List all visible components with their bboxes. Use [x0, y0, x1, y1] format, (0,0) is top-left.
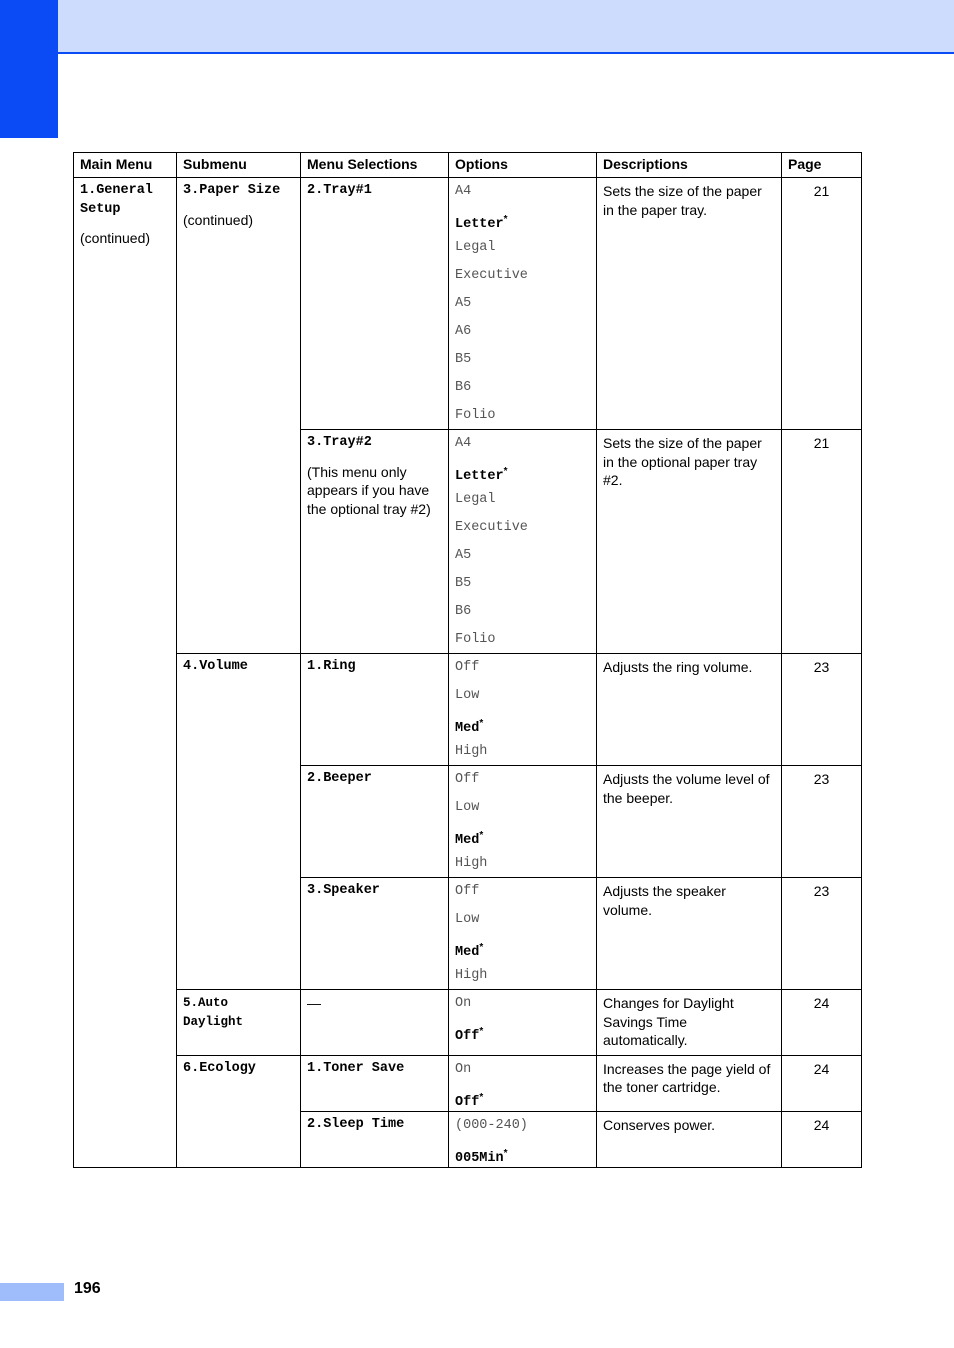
- option-label: Folio: [455, 632, 496, 647]
- option: [455, 686, 590, 714]
- submenu-cell: [177, 654, 301, 990]
- description-cell: Adjusts the volume level of the beeper.: [597, 766, 782, 878]
- options-cell: [449, 430, 597, 654]
- option: [455, 798, 590, 826]
- option-label: A4: [455, 184, 472, 199]
- option: [455, 406, 590, 424]
- options-cell: [449, 178, 597, 430]
- page-ref-cell: 23: [782, 766, 862, 878]
- option-default: [455, 714, 590, 742]
- selection-cell: [301, 430, 449, 654]
- option: [455, 182, 590, 210]
- option: [455, 882, 590, 910]
- page-ref-cell: 24: [782, 1055, 862, 1111]
- selection-cell: [301, 654, 449, 766]
- chapter-tab: [0, 0, 58, 138]
- header-row: [74, 153, 862, 178]
- submenu-cell: [177, 1055, 301, 1167]
- option-default: [455, 938, 590, 966]
- option-label: B5: [455, 352, 472, 367]
- header-menu-selections: Menu Selections: [301, 153, 449, 178]
- option: [455, 854, 590, 872]
- option-label: Off: [455, 660, 480, 675]
- option-label: High: [455, 744, 488, 759]
- description-cell: Adjusts the ring volume.: [597, 654, 782, 766]
- option-label: Folio: [455, 408, 496, 423]
- options-cell: [449, 1111, 597, 1167]
- main-menu-code: 1.General Setup: [80, 183, 153, 217]
- main-menu-cell: [74, 178, 177, 1168]
- selection-cell: [301, 178, 449, 430]
- description-cell: Increases the page yield of the toner cartridge.: [597, 1055, 782, 1111]
- footer-band: [0, 1283, 64, 1301]
- default-marker: *: [503, 1147, 508, 1159]
- option-default: [455, 826, 590, 854]
- option-label: Executive: [455, 520, 528, 535]
- option-label: Low: [455, 912, 480, 927]
- option-default: [455, 1022, 590, 1044]
- description-cell: Changes for Daylight Savings Time automatically.: [597, 990, 782, 1056]
- submenu-code: 3.Paper Size: [183, 183, 281, 198]
- option-label: (000-240): [455, 1117, 528, 1133]
- submenu-cell: [177, 178, 301, 654]
- option-label: Med: [455, 945, 480, 960]
- selection-cell: [301, 766, 449, 878]
- page-ref-cell: 24: [782, 990, 862, 1056]
- option: [455, 378, 590, 406]
- selection-note: (This menu only appears if you have the optional tray #2): [307, 463, 431, 517]
- selection-code: 2.Beeper: [307, 771, 372, 786]
- selection-code: —: [307, 995, 321, 1011]
- option: [455, 322, 590, 350]
- menu-body: [74, 178, 862, 1168]
- header-descriptions: Descriptions: [597, 153, 782, 178]
- default-marker: *: [479, 718, 484, 729]
- option-label: High: [455, 856, 488, 871]
- header-submenu: Submenu: [177, 153, 301, 178]
- selection-code: 3.Tray#2: [307, 435, 372, 450]
- option: [455, 910, 590, 938]
- page-ref-cell: 21: [782, 430, 862, 654]
- page-ref-cell: 21: [782, 178, 862, 430]
- header-options: Options: [449, 153, 597, 178]
- table-row: [74, 990, 862, 1056]
- option: [455, 1060, 590, 1088]
- option-label: Med: [455, 833, 480, 848]
- option-label: Off: [455, 1029, 480, 1044]
- option: [455, 630, 590, 648]
- option: [455, 574, 590, 602]
- default-marker: *: [503, 466, 508, 477]
- description-cell: Conserves power.: [597, 1111, 782, 1167]
- option: [455, 602, 590, 630]
- option-label: B5: [455, 576, 472, 591]
- page-ref-cell: 23: [782, 654, 862, 766]
- option-label: 005Min: [455, 1150, 504, 1166]
- option-label: Legal: [455, 240, 496, 255]
- option: [455, 434, 590, 462]
- table-row: [74, 1055, 862, 1111]
- description-cell: Sets the size of the paper in the optional paper tray #2.: [597, 430, 782, 654]
- option-default: [455, 1088, 590, 1110]
- submenu-code: 5.Auto Daylight: [183, 996, 244, 1029]
- selection-cell: [301, 878, 449, 990]
- header-page: Page: [782, 153, 862, 178]
- option-label: High: [455, 968, 488, 983]
- selection-cell: [301, 1055, 449, 1111]
- option: [455, 294, 590, 322]
- option-label: B6: [455, 604, 472, 619]
- page-ref-cell: 23: [782, 878, 862, 990]
- option-label: Off: [455, 772, 480, 787]
- selection-cell: [301, 990, 449, 1056]
- option-label: On: [455, 996, 472, 1011]
- option-default: [455, 1144, 590, 1166]
- option-label: Low: [455, 800, 480, 815]
- description-cell: Adjusts the speaker volume.: [597, 878, 782, 990]
- default-marker: *: [479, 1091, 484, 1103]
- submenu-note: (continued): [183, 211, 254, 228]
- options-cell: [449, 990, 597, 1056]
- option: [455, 490, 590, 518]
- option-label: A4: [455, 436, 472, 451]
- options-cell: [449, 1055, 597, 1111]
- option-label: A5: [455, 296, 472, 311]
- option: [455, 742, 590, 760]
- default-marker: *: [503, 214, 508, 225]
- option: [455, 1116, 590, 1144]
- selection-code: 1.Toner Save: [307, 1060, 405, 1076]
- option: [455, 658, 590, 686]
- option: [455, 350, 590, 378]
- submenu-cell: [177, 990, 301, 1056]
- selection-code: 2.Sleep Time: [307, 1116, 405, 1132]
- option: [455, 266, 590, 294]
- option-default: [455, 210, 590, 238]
- option-label: On: [455, 1061, 472, 1077]
- options-cell: [449, 654, 597, 766]
- option-label: A5: [455, 548, 472, 563]
- option-label: Med: [455, 721, 480, 736]
- default-marker: *: [479, 1026, 484, 1037]
- submenu-code: 4.Volume: [183, 659, 248, 674]
- description-cell: Sets the size of the paper in the paper tray.: [597, 178, 782, 430]
- option-label: Low: [455, 688, 480, 703]
- option-label: Legal: [455, 492, 496, 507]
- default-marker: *: [479, 830, 484, 841]
- selection-cell: [301, 1111, 449, 1167]
- option: [455, 518, 590, 546]
- header-main-menu: Main Menu: [74, 153, 177, 178]
- submenu-code: 6.Ecology: [183, 1060, 256, 1076]
- option: [455, 770, 590, 798]
- menu-table: [73, 152, 862, 1168]
- option: [455, 546, 590, 574]
- option-label: Letter: [455, 469, 504, 484]
- option-label: Off: [455, 1094, 480, 1110]
- options-cell: [449, 766, 597, 878]
- page-number: 196: [74, 1280, 101, 1297]
- options-cell: [449, 878, 597, 990]
- table-row: [74, 178, 862, 430]
- table-row: [74, 654, 862, 766]
- selection-code: 1.Ring: [307, 659, 356, 674]
- default-marker: *: [479, 942, 484, 953]
- option: [455, 994, 590, 1022]
- option-label: A6: [455, 324, 472, 339]
- option: [455, 966, 590, 984]
- page-ref-cell: 24: [782, 1111, 862, 1167]
- option-label: B6: [455, 380, 472, 395]
- header-band: [58, 0, 954, 54]
- option-label: Letter: [455, 217, 504, 232]
- selection-code: 3.Speaker: [307, 883, 380, 898]
- option-default: [455, 462, 590, 490]
- option: [455, 238, 590, 266]
- selection-code: 2.Tray#1: [307, 183, 372, 198]
- option-label: Executive: [455, 268, 528, 283]
- main-menu-note: (continued): [80, 230, 151, 246]
- option-label: Off: [455, 884, 480, 899]
